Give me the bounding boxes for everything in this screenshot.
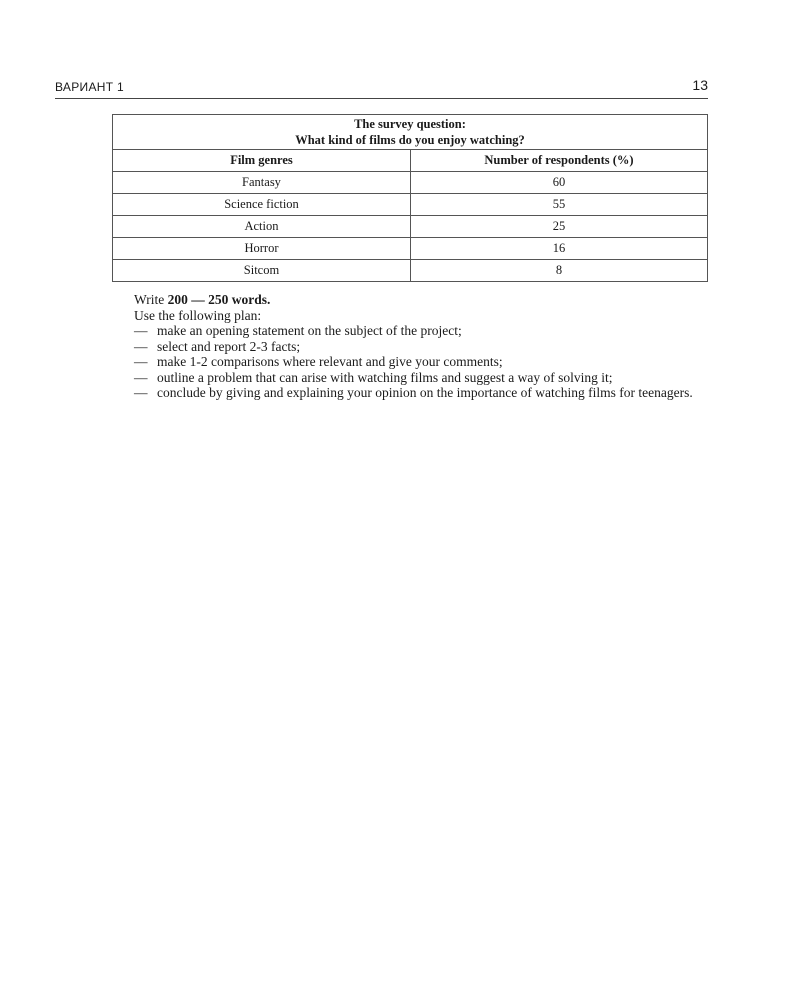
- value-cell: 60: [411, 172, 708, 194]
- genre-cell: Science fiction: [113, 194, 411, 216]
- value-cell: 16: [411, 238, 708, 260]
- genre-cell: Action: [113, 216, 411, 238]
- page-number: 13: [692, 77, 708, 93]
- plan-item-text: select and report 2-3 facts;: [157, 338, 301, 354]
- plan-item-text: conclude by giving and explaining your opinion on the importance of watching films for teenagers.: [157, 385, 693, 400]
- table-caption: [113, 115, 708, 150]
- table-row: [113, 216, 708, 238]
- column-header-respondents: Number of respondents (%): [411, 150, 708, 172]
- genre-cell: Fantasy: [113, 172, 411, 194]
- word-count-line: [134, 292, 708, 308]
- dash-bullet: —: [134, 323, 148, 338]
- table-row: [113, 172, 708, 194]
- table-row: [113, 260, 708, 282]
- task-instructions: [134, 292, 708, 401]
- dash-bullet: —: [134, 385, 148, 400]
- table-header-row: [113, 150, 708, 172]
- table-row: [113, 238, 708, 260]
- page-header: [55, 77, 708, 99]
- plan-list: [134, 323, 708, 401]
- column-header-genre: Film genres: [113, 150, 411, 172]
- plan-item: [134, 370, 708, 386]
- write-prefix: Write: [134, 292, 168, 307]
- dash-bullet: —: [134, 369, 148, 385]
- plan-item: [134, 323, 708, 339]
- value-cell: 55: [411, 194, 708, 216]
- variant-label: ВАРИАНТ 1: [55, 80, 124, 94]
- dash-bullet: —: [134, 338, 148, 354]
- table-caption-row: [113, 115, 708, 150]
- plan-intro: Use the following plan:: [134, 307, 262, 323]
- caption-line-2: What kind of films do you enjoy watching?: [295, 133, 525, 147]
- plan-item-text: make an opening statement on the subject of the project;: [157, 323, 462, 338]
- survey-table: [112, 114, 708, 282]
- value-cell: 8: [411, 260, 708, 282]
- plan-item: [134, 385, 708, 401]
- caption-line-1: The survey question:: [354, 117, 466, 131]
- plan-item-text: outline a problem that can arise with watching films and suggest a way of solving it;: [157, 369, 613, 385]
- genre-cell: Sitcom: [113, 260, 411, 282]
- plan-item: [134, 354, 708, 370]
- genre-cell: Horror: [113, 238, 411, 260]
- dash-bullet: —: [134, 354, 148, 369]
- table-row: [113, 194, 708, 216]
- word-count: 200 — 250 words.: [167, 292, 271, 307]
- value-cell: 25: [411, 216, 708, 238]
- plan-item: [134, 339, 708, 355]
- plan-item-text: make 1-2 comparisons where relevant and give your comments;: [157, 354, 503, 369]
